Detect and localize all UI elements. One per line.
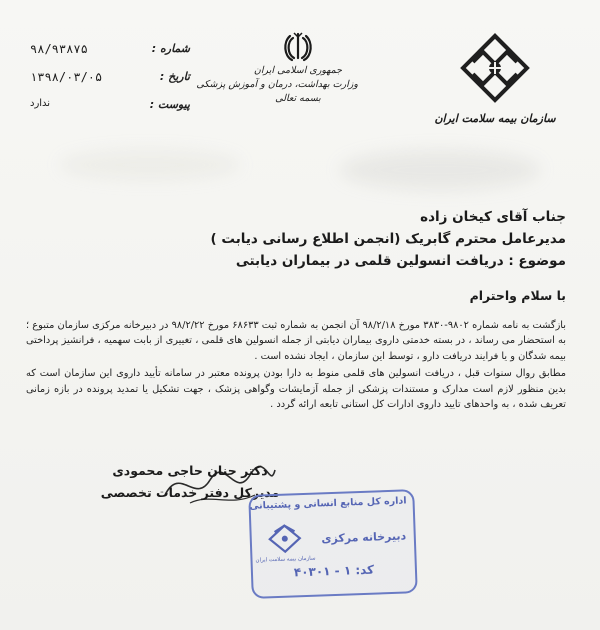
recipient-name: جناب آقای کیخان زاده xyxy=(420,209,566,225)
paper-smudge xyxy=(60,150,240,180)
signatory-name: دکتر حنان حاجی محمودی xyxy=(112,463,268,478)
republic-text: جمهوری اسلامی ایران xyxy=(253,65,343,76)
letter-body xyxy=(26,318,566,414)
invocation-text: بسمه تعالی xyxy=(275,93,321,104)
signatory-title: مدیرکل دفتر خدمات تخصصی xyxy=(100,485,280,500)
letter-meta xyxy=(30,40,190,124)
number-label: شماره : xyxy=(151,42,190,55)
attachment-row xyxy=(30,96,190,124)
body-paragraph-1: بازگشت به نامه شماره ۹۸۰۲-۳۸۳۰ مورخ ۹۸/۲/۱۸ آن انجمن به شماره ثبت ۶۸۶۳۳ مورخ ۹۸/۲/۲۲ در دبیرخانه مرکزی سازمان متبوع ؛ به استحضار می رساند ، در بسته خدمتی داروی بیماران دیابتی از جمله انسولین های قلمی ، تغییری از بابت سهمیه ، فرانشیز پرداختی بیمه شدگان و یا فرایند دریافت دارو ، توسط این سازمان ، ایجاد نشده است . xyxy=(26,320,567,362)
stamp-logo-icon xyxy=(255,523,316,565)
body-paragraph-2: مطابق روال سنوات قبل ، دریافت انسولین های قلمی منوط به دارا بودن پرونده معتبر در سامانه تأیید داروی این سازمان است که بدین منظور لازم است مدارک و مستندات پزشکی از جمله آزمایشات وگواهی پزشک ، جهت تشکیل یا تمدید پرونده در بازه زمانی تعریف شده ، به واحدهای تایید داروی ادارات کل استانی تابعه ارائه گردد . xyxy=(26,368,566,411)
health-insurance-logo-icon xyxy=(459,32,531,104)
stamp-code: کد: ۱ - ۴۰۳۰۱ xyxy=(293,562,375,580)
stamp-small-text: سازمان بیمه سلامت ایران xyxy=(255,555,316,564)
attachment-label: پیوست : xyxy=(149,98,190,111)
ministry-text: وزارت بهداشت، درمان و آموزش پزشکی xyxy=(196,79,358,90)
paper-smudge xyxy=(340,150,540,190)
date-value: ۱۳۹۸/۰۳/۰۵ xyxy=(30,70,103,84)
number-row xyxy=(30,40,190,68)
organization-header xyxy=(430,32,560,125)
recipient-block xyxy=(46,206,566,272)
date-label: تاریخ : xyxy=(159,70,190,83)
greeting: با سلام واحترام xyxy=(469,288,566,303)
government-header xyxy=(196,30,358,140)
recipient-title: مدیرعامل محترم گابریک (انجمن اطلاع رسانی دیابت ) xyxy=(210,231,566,247)
letter-subject: موضوع : دریافت انسولین قلمی در بیماران دیابتی xyxy=(235,253,566,269)
attachment-value: ندارد xyxy=(30,98,51,109)
iran-emblem-icon xyxy=(281,30,315,64)
stamp-department: اداره کل منابع انسانی و پشتیبانی xyxy=(249,495,407,512)
number-value: ۹۸/۹۳۸۷۵ xyxy=(30,42,88,56)
stamp-registry: دبیرخانه مرکزی xyxy=(321,529,407,546)
date-row xyxy=(30,68,190,96)
registry-stamp xyxy=(248,489,418,599)
organization-name: سازمان بیمه سلامت ایران xyxy=(434,112,556,125)
